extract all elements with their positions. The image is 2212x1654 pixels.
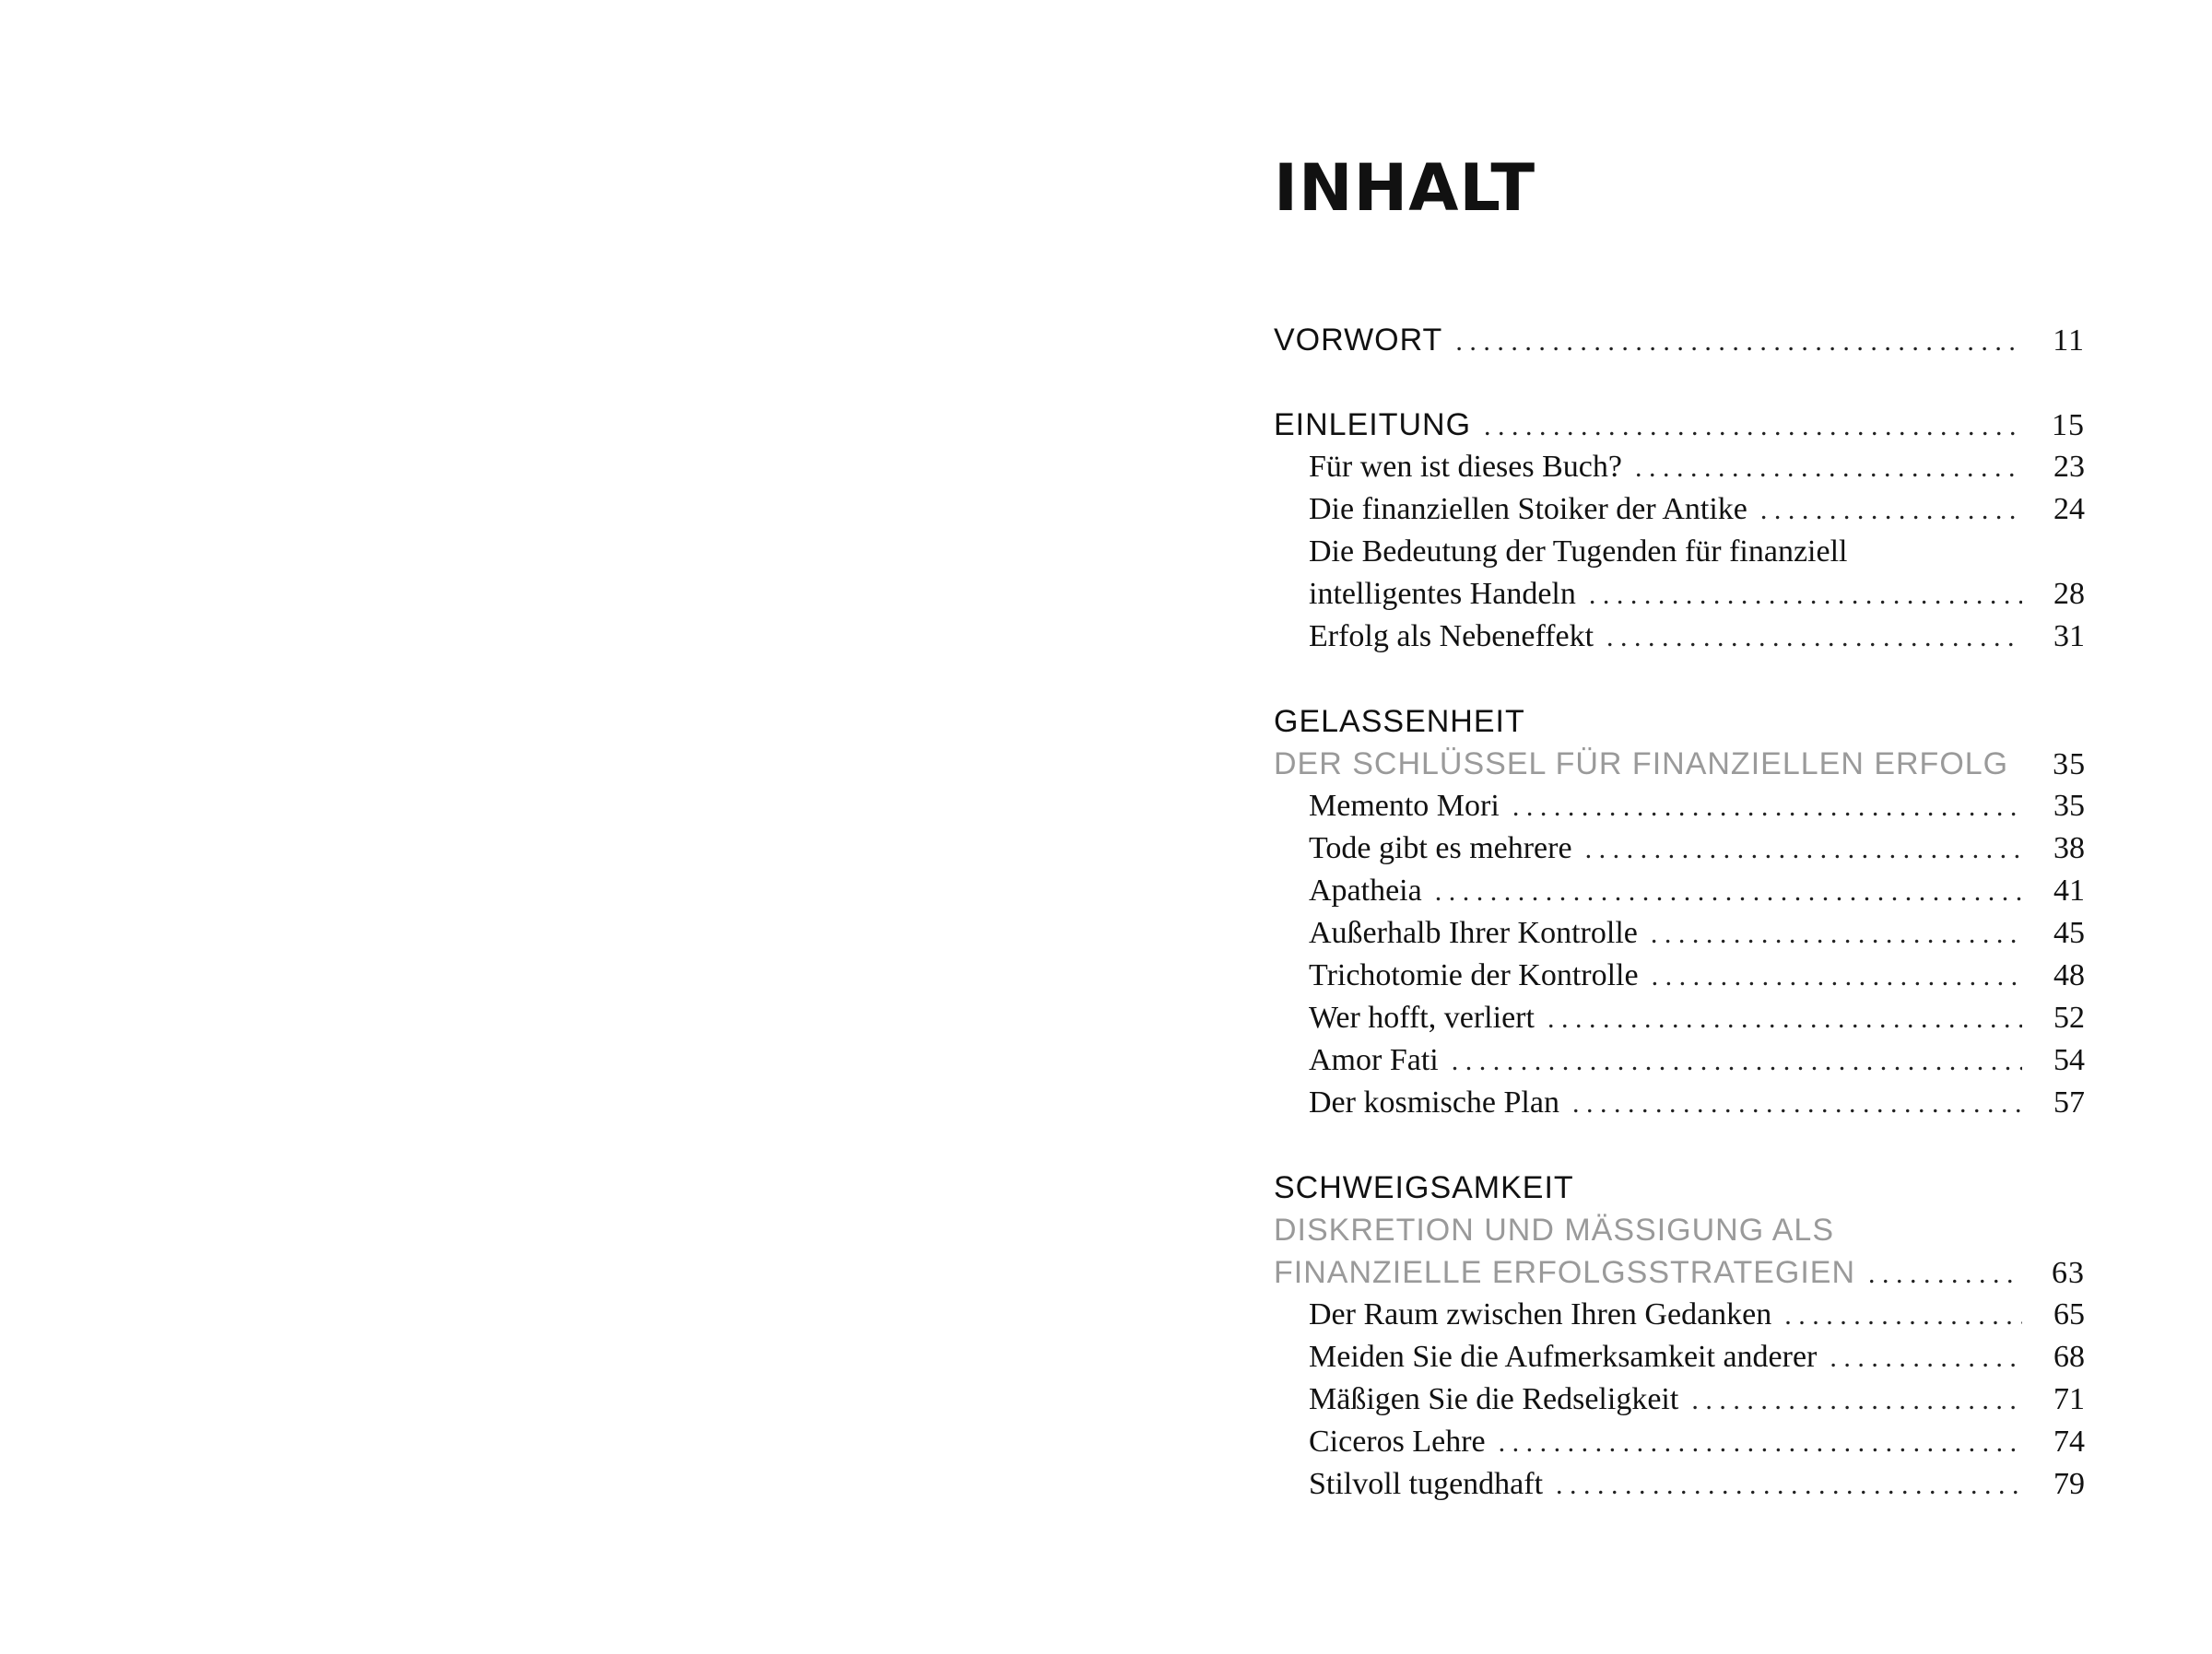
- page-number: 48: [2053, 958, 2085, 992]
- toc-entry-label: Trichotomie der Kontrolle: [1309, 958, 1639, 992]
- page-number: 24: [2053, 492, 2085, 526]
- leader-dots: [1691, 1379, 2022, 1422]
- toc-entry-label: Der Raum zwischen Ihren Gedanken: [1309, 1297, 1772, 1331]
- toc-entry: [1274, 827, 2085, 870]
- page-number: 41: [2053, 874, 2085, 908]
- leader-dots: [1868, 1253, 2020, 1296]
- page-number: 11: [2053, 323, 2085, 358]
- leader-dots: [1760, 489, 2022, 532]
- toc-entry-label: Erfolg als Nebeneffekt: [1309, 619, 1594, 653]
- leader-dots: [1589, 574, 2022, 616]
- leader-dots: [1547, 998, 2022, 1040]
- section-subheading: [1274, 743, 2085, 785]
- section-heading: [1274, 404, 2085, 446]
- toc-entry: [1274, 912, 2085, 955]
- toc-entry-label: Memento Mori: [1309, 789, 1500, 823]
- page-number: 52: [2053, 1001, 2085, 1035]
- leader-dots: [1435, 871, 2022, 913]
- leader-dots: [1784, 1295, 2022, 1337]
- page-title: INHALT: [1274, 150, 1536, 226]
- toc-section: [1274, 700, 2085, 1124]
- section-heading: [1274, 319, 2085, 361]
- page-number: 63: [2052, 1256, 2085, 1290]
- toc-entry: [1274, 785, 2085, 827]
- toc-entry-label: Tode gibt es mehrere: [1309, 831, 1572, 865]
- section-subheading-label: DER SCHLÜSSEL FÜR FINANZIELLEN ERFOLG: [1274, 746, 2009, 781]
- toc-section: [1274, 404, 2085, 658]
- section-heading-label: SCHWEIGSAMKEIT: [1274, 1170, 1574, 1205]
- page-number: 31: [2053, 619, 2085, 653]
- leader-dots: [1606, 616, 2022, 659]
- page-number: 35: [2053, 747, 2087, 781]
- toc-entry: [1274, 1294, 2085, 1336]
- page-number: 71: [2053, 1382, 2085, 1416]
- toc-entry: [1274, 870, 2085, 912]
- page-number: 65: [2053, 1297, 2085, 1331]
- page-number: 74: [2053, 1425, 2085, 1459]
- toc-entry-label: Mäßigen Sie die Redseligkeit: [1309, 1382, 1679, 1416]
- toc-entry: [1274, 446, 2085, 488]
- page-number: 23: [2053, 450, 2085, 484]
- section-subheading-label: DISKRETION UND MÄSSIGUNG ALS: [1274, 1213, 1834, 1248]
- leader-dots: [1652, 956, 2022, 998]
- leader-dots: [1484, 405, 2020, 448]
- page-number: 68: [2053, 1340, 2085, 1374]
- toc-section: [1274, 319, 2085, 361]
- page-number: 35: [2053, 789, 2085, 823]
- page-number: 54: [2053, 1043, 2085, 1077]
- toc-entry-label: Ciceros Lehre: [1309, 1425, 1486, 1459]
- section-subheading-label: FINANZIELLE ERFOLGSSTRATEGIEN: [1274, 1255, 1856, 1290]
- table-of-contents: [1274, 138, 2085, 1548]
- page-number: 45: [2053, 916, 2085, 950]
- section-subheading: [1274, 1209, 2085, 1251]
- toc-entry-label: Stilvoll tugendhaft: [1309, 1467, 1544, 1501]
- toc-section: [1274, 1167, 2085, 1506]
- toc-entry-label: Wer hofft, verliert: [1309, 1001, 1535, 1035]
- toc-entry: [1274, 1463, 2085, 1506]
- toc-entry: [1274, 955, 2085, 997]
- toc-entry: [1274, 531, 2085, 573]
- section-heading-label: GELASSENHEIT: [1274, 704, 1525, 739]
- leader-dots: [1635, 447, 2022, 489]
- section-heading-label: VORWORT: [1274, 323, 1443, 358]
- toc-entry: [1274, 1378, 2085, 1421]
- toc-entry: [1274, 997, 2085, 1039]
- leader-dots: [1452, 1040, 2022, 1083]
- page-number: 79: [2053, 1467, 2085, 1501]
- toc-entry: [1274, 1421, 2085, 1463]
- page-number: 57: [2053, 1085, 2085, 1120]
- toc-entry-label: Für wen ist dieses Buch?: [1309, 450, 1622, 484]
- toc-entry: [1274, 1082, 2085, 1124]
- leader-dots: [1512, 786, 2022, 828]
- leader-dots: [1499, 1422, 2022, 1464]
- leader-dots: [1830, 1337, 2022, 1379]
- toc-entry-label: Apatheia: [1309, 874, 1422, 908]
- leader-dots: [1651, 913, 2022, 956]
- leader-dots: [1572, 1083, 2022, 1125]
- leader-dots: [1585, 828, 2022, 871]
- toc-entry-label: Amor Fati: [1309, 1043, 1439, 1077]
- toc-body: [1274, 319, 2085, 1506]
- toc-entry-label: intelligentes Handeln: [1309, 577, 1576, 611]
- toc-entry-label: Außerhalb Ihrer Kontrolle: [1309, 916, 1638, 950]
- section-heading-label: EINLEITUNG: [1274, 407, 1472, 442]
- toc-entry-label: Die Bedeutung der Tugenden für finanziell: [1309, 534, 1848, 569]
- toc-entry: [1274, 616, 2085, 658]
- toc-entry: [1274, 1039, 2085, 1082]
- toc-entry-label: Meiden Sie die Aufmerksamkeit anderer: [1309, 1340, 1818, 1374]
- page-number: 38: [2053, 831, 2085, 865]
- title-spacer: [1274, 238, 2085, 319]
- toc-entry-label: Der kosmische Plan: [1309, 1085, 1559, 1120]
- leader-dots: [1455, 321, 2021, 363]
- section-heading: [1274, 700, 2085, 743]
- page-number: 15: [2052, 408, 2085, 442]
- toc-entry: [1274, 488, 2085, 531]
- toc-entry-label: Die finanziellen Stoiker der Antike: [1309, 492, 1747, 526]
- page-number: 28: [2053, 577, 2085, 611]
- toc-entry: [1274, 1336, 2085, 1378]
- toc-entry: [1274, 573, 2085, 616]
- section-subheading: [1274, 1251, 2085, 1294]
- leader-dots: [1556, 1464, 2022, 1507]
- section-heading: [1274, 1167, 2085, 1209]
